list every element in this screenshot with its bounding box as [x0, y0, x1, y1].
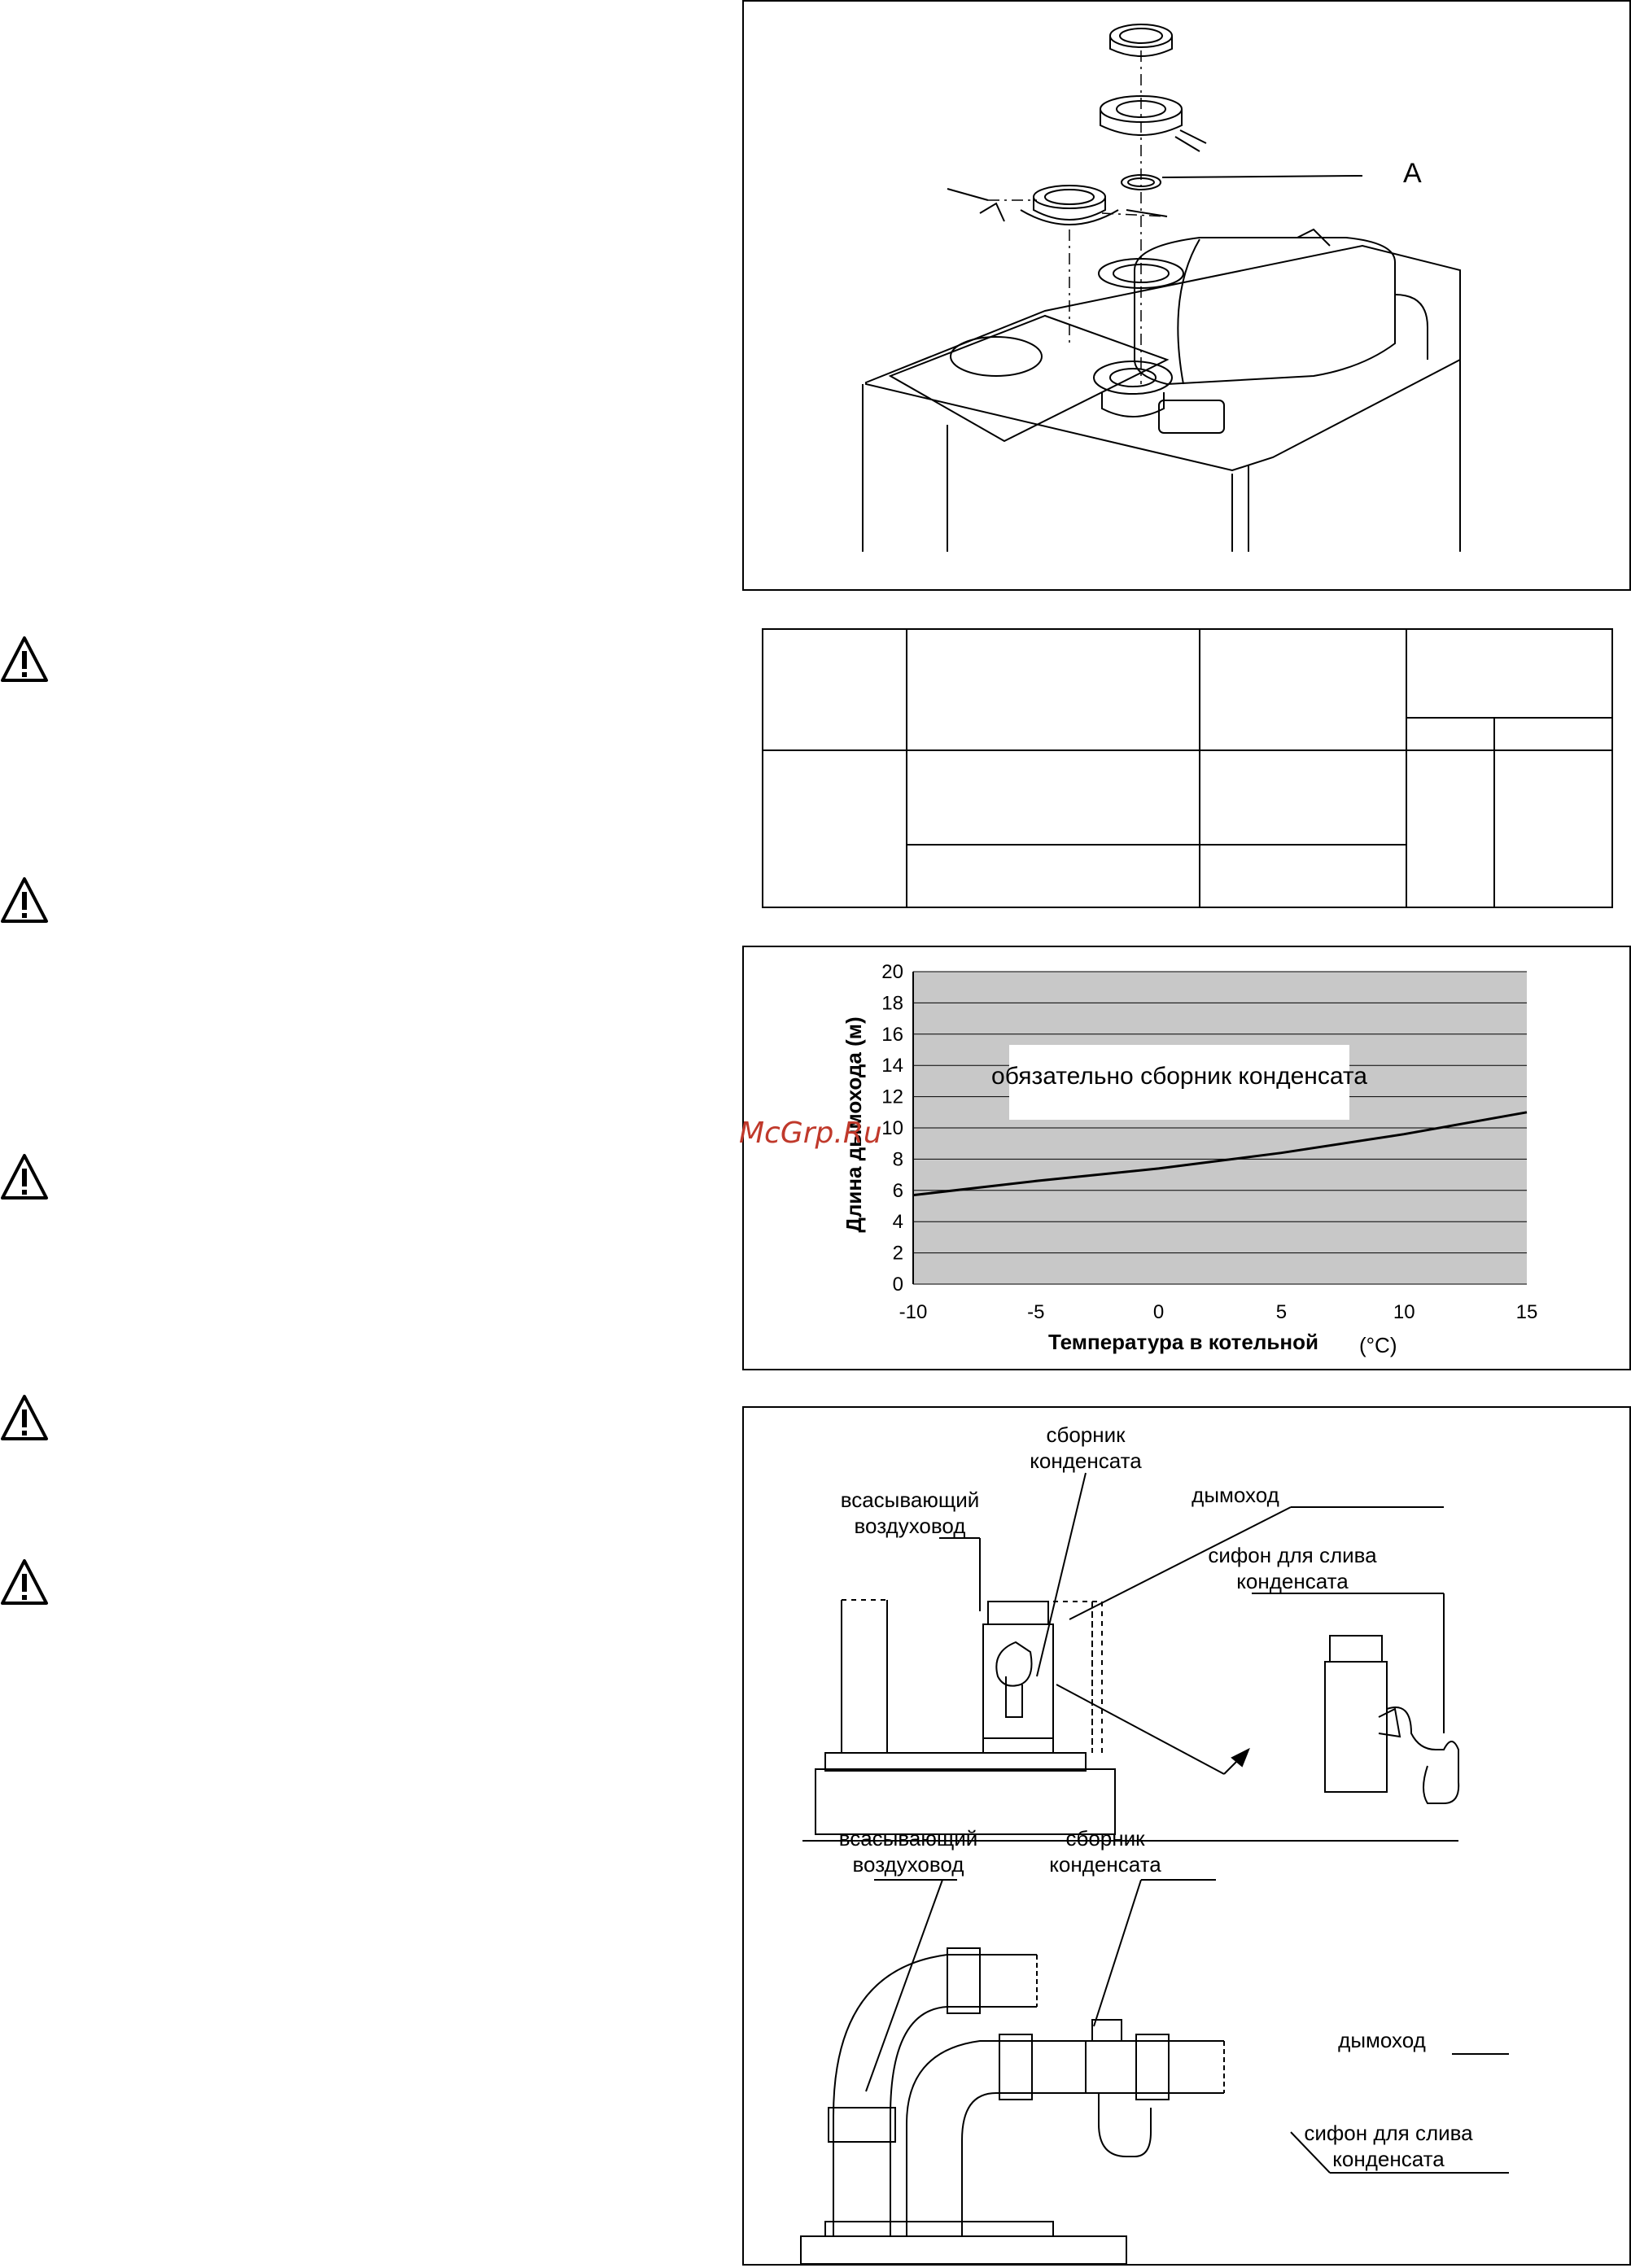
- x-tick-label: 10: [1393, 1301, 1415, 1323]
- boiler-flue-kit-figure: [742, 0, 1631, 591]
- bottom-intake-label-2: воздуховод: [852, 1852, 964, 1877]
- x-axis-label: Температура в котельной: [1048, 1330, 1318, 1354]
- warning-icon: [0, 1152, 49, 1201]
- y-tick-label: 2: [892, 1242, 903, 1265]
- top-collector-label-1: сборник: [1046, 1422, 1126, 1447]
- warning-icon: [0, 635, 49, 684]
- x-tick-label: 15: [1515, 1301, 1538, 1323]
- x-tick-label: -10: [899, 1301, 928, 1323]
- y-axis-label: Длина дымохода (м): [842, 1016, 866, 1233]
- y-tick-label: 14: [881, 1055, 903, 1077]
- y-tick-label: 8: [892, 1148, 903, 1171]
- y-tick-label: 16: [881, 1023, 903, 1046]
- warning-icon: [0, 1558, 49, 1606]
- x-tick-label: 5: [1275, 1301, 1288, 1323]
- condensate-installation-figure: [742, 1406, 1631, 2266]
- bottom-siphon-label-1: сифон для слива: [1304, 2121, 1473, 2145]
- y-tick-label: 12: [881, 1086, 903, 1108]
- bottom-siphon-label-2: конденсата: [1332, 2147, 1445, 2171]
- parameters-table: [762, 628, 1613, 908]
- top-intake-label-1: всасывающий: [840, 1488, 980, 1512]
- boiler-top-drawing: [744, 2, 1629, 589]
- bottom-collector-label-2: конденсата: [1049, 1852, 1161, 1877]
- flue-length-chart: [742, 946, 1631, 1370]
- y-tick-label: 18: [881, 992, 903, 1015]
- x-tick-label: -5: [1027, 1301, 1045, 1323]
- x-tick-label: 0: [1152, 1301, 1165, 1323]
- table-grid: [762, 628, 1613, 908]
- top-flue-label: дымоход: [1192, 1483, 1279, 1507]
- installation-drawing: [744, 1408, 1629, 2264]
- y-tick-label: 10: [881, 1117, 903, 1139]
- warning-icon: [0, 876, 49, 924]
- y-tick-label: 0: [892, 1274, 903, 1296]
- annotation-text: обязательно сборник конденсата: [991, 1063, 1367, 1090]
- label-a: A: [1403, 158, 1422, 189]
- bottom-collector-label-1: сборник: [1065, 1826, 1145, 1851]
- warning-icon: [0, 1393, 49, 1442]
- top-siphon-label-2: конденсата: [1236, 1569, 1349, 1593]
- y-tick-label: 4: [892, 1211, 903, 1234]
- y-tick-label: 6: [892, 1179, 903, 1202]
- y-tick-label: 20: [881, 961, 903, 983]
- watermark-text: McGrp.Ru: [739, 1117, 882, 1150]
- x-axis-unit: (°C): [1359, 1333, 1397, 1357]
- bottom-flue-label: дымоход: [1338, 2028, 1426, 2052]
- top-intake-label-2: воздуховод: [854, 1514, 966, 1538]
- top-siphon-label-1: сифон для слива: [1208, 1543, 1377, 1567]
- bottom-intake-label-1: всасывающий: [838, 1826, 978, 1851]
- top-collector-label-2: конденсата: [1030, 1449, 1142, 1473]
- chart-svg: [744, 947, 1629, 1369]
